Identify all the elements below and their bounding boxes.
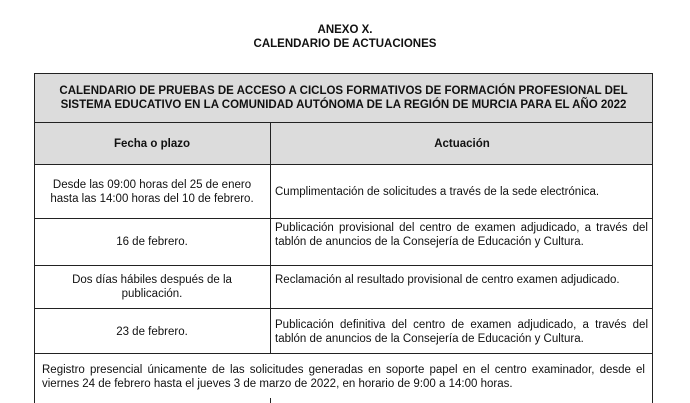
calendar-table: [34, 73, 653, 403]
row-date-line: Dos días hábiles después de la: [72, 274, 232, 286]
column-divider-stub: [270, 398, 271, 403]
row-date: 16 de febrero.: [116, 236, 188, 248]
table-divider: [34, 353, 653, 354]
column-header-action: Actuación: [434, 138, 490, 150]
column-header-date: Fecha o plazo: [113, 138, 191, 150]
row-date-line: Desde las 09:00 horas del 25 de enero: [52, 179, 252, 191]
row-date: [38, 273, 266, 301]
annex-subtitle: CALENDARIO DE ACTUACIONES: [253, 38, 437, 50]
table-divider: [34, 218, 653, 219]
table-divider: [34, 308, 653, 309]
table-divider: [34, 122, 653, 123]
row-date-line: hasta las 14:00 horas del 10 de febrero.: [50, 193, 254, 205]
row-date-line: publicación.: [121, 288, 183, 300]
row-action: Cumplimentación de solicitudes a través de la sede electrónica.: [275, 186, 600, 198]
row-date: 23 de febrero.: [116, 326, 188, 338]
table-border-top: [34, 73, 653, 74]
table-border-left: [34, 73, 35, 403]
table-divider: [34, 164, 653, 165]
row-date: [38, 178, 266, 206]
table-note: Registro presencial únicamente de las solicitudes generadas en soporte papel en el centro examinador, desde el viernes 24 de febrero hasta el jueves 3 de marzo de 2022, en horario de 9:00 a 14:00 horas.: [42, 364, 645, 390]
table-caption: CALENDARIO DE PRUEBAS DE ACCESO A CICLOS FORMATIVOS DE FORMACIÓN PROFESIONAL DEL SISTEMA EDUCATIVO EN LA COMUNIDAD AUTÓNOMA DE LA REGIÓN DE MURCIA PARA EL AÑO 2022: [59, 85, 628, 111]
annex-title: ANEXO X.: [317, 24, 373, 36]
table-border-right: [652, 73, 653, 403]
table-divider: [34, 265, 653, 266]
row-action: Reclamación al resultado provisional de centro examen adjudicado.: [275, 274, 620, 286]
column-divider: [270, 122, 271, 353]
row-action: Publicación definitiva del centro de examen adjudicado, a través del tablón de anuncios de la Consejería de Educación y Cultura.: [275, 319, 648, 345]
row-action: Publicación provisional del centro de examen adjudicado, a través del tablón de anuncios de la Consejería de Educación y Cultura.: [275, 222, 648, 248]
